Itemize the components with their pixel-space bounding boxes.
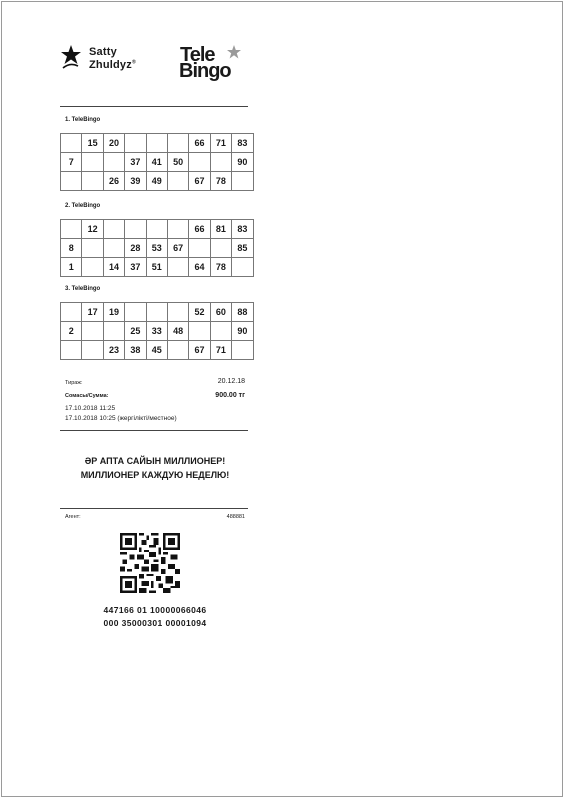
grid-cell [146, 134, 167, 153]
grid-cell [82, 153, 103, 172]
grid-cell [167, 134, 188, 153]
grid-cell: 90 [232, 153, 253, 172]
grid-cell: 12 [82, 220, 103, 239]
bingo-grid-1 [60, 133, 254, 191]
agent-label: Агент: [65, 514, 81, 520]
slogan-kazakh: ӘР АПТА САЙЫН МИЛЛИОНЕР! [84, 456, 226, 466]
grid-cell: 33 [146, 322, 167, 341]
grid-cell: 67 [189, 341, 210, 360]
grid-cell [82, 239, 103, 258]
game-title-3: 3. TeleBingo [65, 286, 101, 292]
star-swoosh-icon [60, 44, 84, 70]
grid-cell: 26 [103, 172, 124, 191]
game-title-2: 2. TeleBingo [65, 203, 101, 209]
grid-row [61, 303, 254, 322]
sum-label: Сомасы/Сумма: [65, 393, 109, 399]
game-title-1: 1. TeleBingo [65, 117, 101, 123]
timestamp-1: 17.10.2018 11:25 [65, 405, 116, 412]
divider [60, 508, 248, 509]
grid-row [61, 153, 254, 172]
grid-cell [167, 220, 188, 239]
grid-cell [103, 153, 124, 172]
bingo-grid-3 [60, 302, 254, 360]
brand-line2: Zhuldyz® [89, 59, 136, 71]
grid-cell: 64 [189, 258, 210, 277]
satty-zhuldyz-logo [60, 44, 160, 94]
grid-cell: 67 [189, 172, 210, 191]
grid-cell: 2 [61, 322, 82, 341]
grid-cell [61, 134, 82, 153]
grid-cell: 90 [232, 322, 253, 341]
sum-value: 900.00 тг [215, 392, 245, 399]
grid-cell: 81 [210, 220, 231, 239]
agent-value: 488881 [226, 514, 245, 520]
grid-cell: 78 [210, 258, 231, 277]
bingo-grid-2 [60, 219, 254, 277]
grid-cell: 28 [125, 239, 146, 258]
grid-cell: 66 [189, 220, 210, 239]
grid-cell [189, 153, 210, 172]
grid-cell [82, 341, 103, 360]
grid-cell [82, 258, 103, 277]
telebingo-logo [176, 44, 246, 90]
grid-row [61, 134, 254, 153]
draw-label: Тираж: [65, 380, 83, 386]
grid-cell [82, 172, 103, 191]
grid-cell: 14 [103, 258, 124, 277]
grid-row [61, 322, 254, 341]
grid-cell: 20 [103, 134, 124, 153]
grid-cell [232, 341, 253, 360]
grid-cell [103, 322, 124, 341]
grid-cell: 38 [125, 341, 146, 360]
grid-cell [167, 172, 188, 191]
grid-cell: 50 [167, 153, 188, 172]
slogan-russian: МИЛЛИОНЕР КАЖДУЮ НЕДЕЛЮ! [80, 470, 230, 480]
ticket-code-line2: 000 35000301 00001094 [103, 618, 207, 628]
divider [60, 106, 248, 107]
grid-cell [61, 220, 82, 239]
grid-cell [125, 134, 146, 153]
grid-cell [167, 303, 188, 322]
star-icon [226, 44, 242, 60]
grid-cell: 48 [167, 322, 188, 341]
grid-cell: 37 [125, 153, 146, 172]
grid-cell: 71 [210, 341, 231, 360]
grid-cell: 78 [210, 172, 231, 191]
telebingo-logo-line2: Bingo [179, 60, 231, 82]
grid-cell: 23 [103, 341, 124, 360]
grid-cell: 83 [232, 220, 253, 239]
grid-cell [103, 239, 124, 258]
grid-cell [167, 341, 188, 360]
grid-cell [125, 220, 146, 239]
grid-cell: 15 [82, 134, 103, 153]
grid-cell: 17 [82, 303, 103, 322]
divider [60, 430, 248, 431]
grid-cell: 8 [61, 239, 82, 258]
grid-row [61, 239, 254, 258]
grid-cell [61, 172, 82, 191]
grid-cell [61, 303, 82, 322]
draw-value: 20.12.18 [217, 378, 245, 385]
grid-row [61, 220, 254, 239]
lottery-ticket [60, 0, 250, 800]
grid-cell: 37 [125, 258, 146, 277]
brand-line1: Satty [89, 46, 117, 58]
grid-cell [232, 172, 253, 191]
grid-cell [189, 239, 210, 258]
grid-cell: 51 [146, 258, 167, 277]
grid-cell [103, 220, 124, 239]
grid-cell: 41 [146, 153, 167, 172]
grid-cell [189, 322, 210, 341]
grid-cell: 88 [232, 303, 253, 322]
grid-cell: 60 [210, 303, 231, 322]
grid-cell [146, 303, 167, 322]
grid-cell [146, 220, 167, 239]
timestamp-2: 17.10.2018 10:25 (жергілікті/местное) [65, 415, 177, 422]
grid-cell: 39 [125, 172, 146, 191]
grid-cell: 67 [167, 239, 188, 258]
grid-cell: 52 [189, 303, 210, 322]
grid-row [61, 341, 254, 360]
grid-cell: 25 [125, 322, 146, 341]
grid-cell: 85 [232, 239, 253, 258]
grid-cell: 7 [61, 153, 82, 172]
grid-cell [61, 341, 82, 360]
grid-cell: 45 [146, 341, 167, 360]
grid-cell [82, 322, 103, 341]
grid-cell: 1 [61, 258, 82, 277]
grid-cell [210, 239, 231, 258]
grid-cell: 83 [232, 134, 253, 153]
telebingo-logo-line1: Tele [180, 44, 215, 66]
grid-cell: 53 [146, 239, 167, 258]
grid-row [61, 258, 254, 277]
grid-cell: 19 [103, 303, 124, 322]
qr-code [120, 533, 180, 593]
grid-cell [210, 322, 231, 341]
ticket-code-line1: 447166 01 10000066046 [103, 605, 207, 615]
grid-cell: 49 [146, 172, 167, 191]
grid-cell: 66 [189, 134, 210, 153]
grid-cell [125, 303, 146, 322]
grid-cell: 71 [210, 134, 231, 153]
grid-cell [232, 258, 253, 277]
grid-cell [167, 258, 188, 277]
grid-cell [210, 153, 231, 172]
grid-row [61, 172, 254, 191]
